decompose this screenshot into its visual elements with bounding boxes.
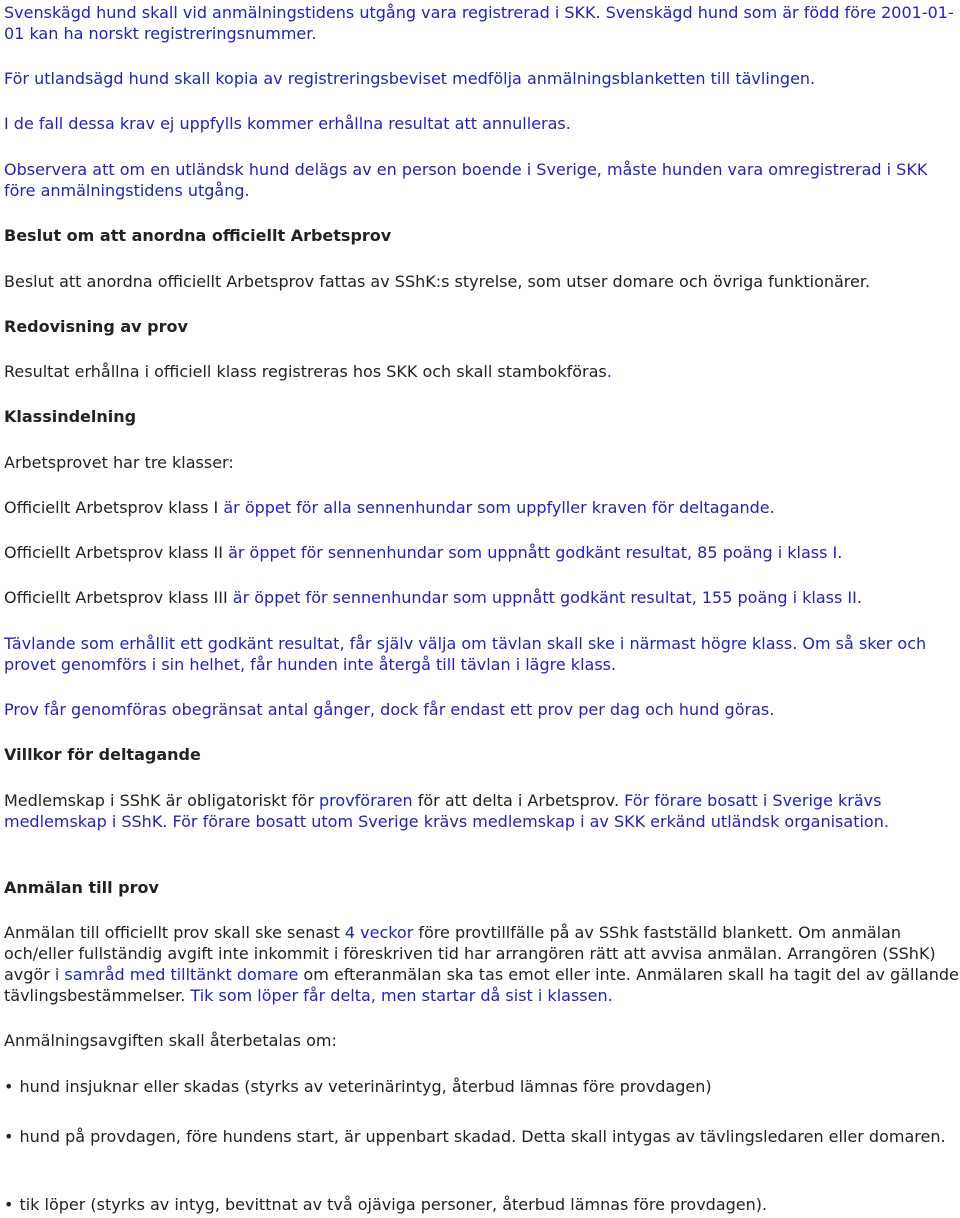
bullet-icon: • <box>4 1195 14 1214</box>
klass-intro: Arbetsprovet har tre klasser: <box>4 453 234 472</box>
intro-observe-paragraph: Observera att om en utländsk hund delägs av en person boende i Sverige, måste hunden vara omregistrerad i SKK före anmälningstidens utgång. <box>4 160 928 200</box>
villkor-text <box>4 790 959 832</box>
villkor-text-4: För förare bosatt i Sverige krävs medlemskap i SShK. För förare bosatt utom Sverige krävs medlemskap i av SKK erkänd utländsk organisation. <box>4 791 889 831</box>
villkor-text-1: Medlemskap i SShK är obligatoriskt för <box>4 791 320 810</box>
redovisning-text-body: Resultat erhållna i officiell klass registreras hos SKK och skall stambokföras <box>4 362 607 381</box>
list-item <box>4 1194 959 1215</box>
intro-annul-paragraph: I de fall dessa krav ej uppfylls kommer erhållna resultat att annulleras. <box>4 114 571 133</box>
klass-2-label: Officiellt Arbetsprov klass II <box>4 543 229 562</box>
bullet-icon: • <box>4 1127 14 1146</box>
klass-3-label: Officiellt Arbetsprov klass III <box>4 588 233 607</box>
anmalan-heading: Anmälan till prov <box>4 878 159 897</box>
list-item-text: hund på provdagen, före hundens start, är uppenbart skadad. Detta skall intygas av tävlingsledaren eller domaren. <box>19 1127 946 1146</box>
anmalan-text-2: 4 veckor <box>344 923 414 942</box>
villkor-heading: Villkor för deltagande <box>4 745 201 764</box>
redovisning-period: . <box>606 362 612 381</box>
anmalan-text-3: före provtillfälle på av SShk fastställd blankett. Om anmälan och/eller fullständig avgift inte inkommit i föreskriven tid har arrangören rätt att avvisa anmälan. Arrangören (SShK) avgör <box>4 923 936 984</box>
klass-tavlande-paragraph: Tävlande som erhållit ett godkänt resultat, får själv välja om tävlan skall ske i närmast högre klass. Om så sker och provet genomförs i sin helhet, får hunden inte återgå till tävlan i lägre klass. <box>4 634 927 674</box>
redovisning-heading: Redovisning av prov <box>4 317 188 336</box>
intro-registration-paragraph: Svenskägd hund skall vid anmälningstidens utgång vara registrerad i SKK. Svenskägd hund som är född före 2001-01-01 kan ha norskt registreringsnummer. <box>4 3 954 43</box>
redovisning-text <box>4 361 959 382</box>
beslut-heading: Beslut om att anordna officiellt Arbetsprov <box>4 226 392 245</box>
villkor-text-3: för att delta i Arbetsprov. <box>412 791 625 810</box>
klass-2-description: är öppet för sennenhundar som uppnått godkänt resultat, 85 poäng i klass I. <box>228 543 843 562</box>
klass-heading: Klassindelning <box>4 407 137 426</box>
anmalan-text-5: om efteranmälan ska tas emot eller inte. Anmälaren skall ha tagit del av gällande tävlingsbestämmelser. <box>4 965 959 1005</box>
list-item <box>4 1126 959 1147</box>
villkor-text-2: provföraren <box>319 791 413 810</box>
klass-1-paragraph <box>4 497 959 518</box>
klass-3-paragraph <box>4 587 959 608</box>
klass-1-label: Officiellt Arbetsprov klass I <box>4 498 224 517</box>
anmalan-text-4: i samråd med tilltänkt domare <box>54 965 299 984</box>
klass-2-paragraph <box>4 542 959 563</box>
anmalan-text <box>4 922 959 1006</box>
list-item-text: tik löper (styrks av intyg, bevittnat av två ojäviga personer, återbud lämnas före provdagen). <box>19 1195 768 1214</box>
intro-foreign-paragraph: För utlandsägd hund skall kopia av registreringsbeviset medfölja anmälningsblanketten till tävlingen. <box>4 69 816 88</box>
anmalan-text-1: Anmälan till officiellt prov skall ske senast <box>4 923 345 942</box>
klass-1-description: är öppet för alla sennenhundar som uppfyller kraven för deltagande. <box>223 498 775 517</box>
list-item-text: hund insjuknar eller skadas (styrks av veterinärintyg, återbud lämnas före provdagen) <box>19 1077 712 1096</box>
bullet-icon: • <box>4 1077 14 1096</box>
anmalan-text-6: Tik som löper får delta, men startar då sist i klassen. <box>190 986 613 1005</box>
beslut-text: Beslut att anordna officiellt Arbetsprov fattas av SShK:s styrelse, som utser domare och övriga funktionärer. <box>4 272 871 291</box>
klass-prov-paragraph: Prov får genomföras obegränsat antal gånger, dock får endast ett prov per dag och hund göras. <box>4 700 775 719</box>
list-item <box>4 1076 959 1097</box>
aterbetalning-intro: Anmälningsavgiften skall återbetalas om: <box>4 1031 337 1050</box>
klass-3-description: är öppet för sennenhundar som uppnått godkänt resultat, 155 poäng i klass II. <box>232 588 862 607</box>
